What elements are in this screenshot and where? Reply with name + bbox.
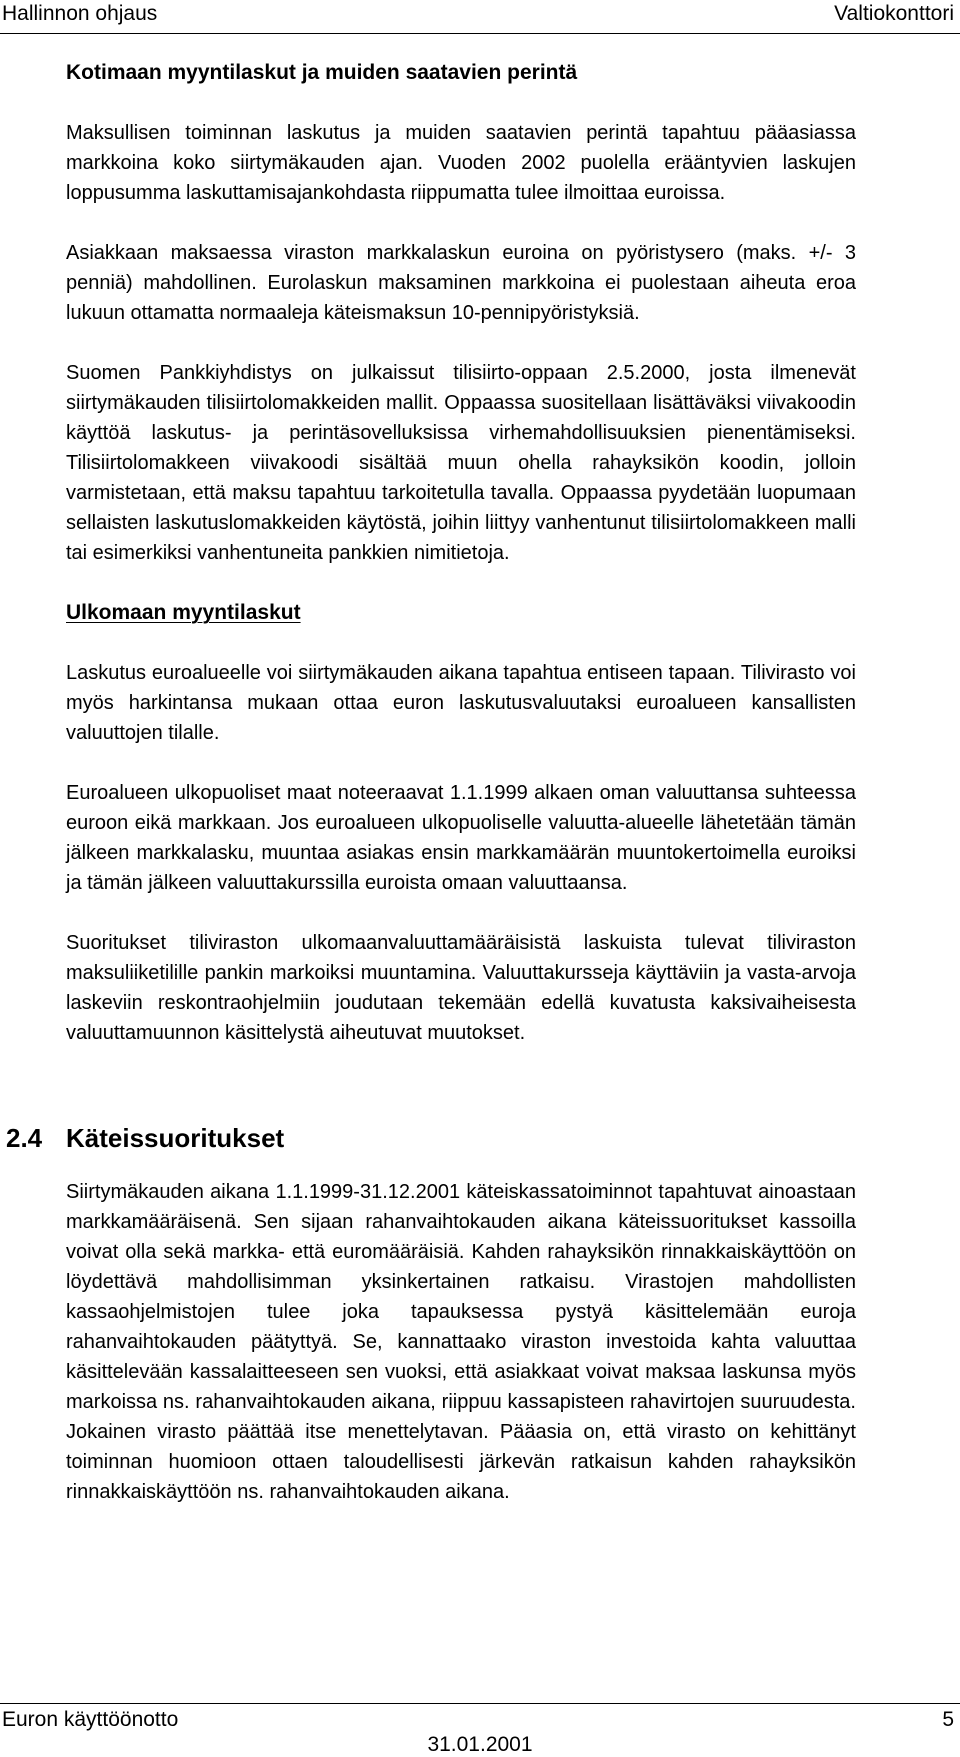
section-heading-domestic: Kotimaan myyntilaskut ja muiden saatavien perintä: [66, 61, 578, 84]
paragraph: Maksullisen toiminnan laskutus ja muiden saatavien perintä tapahtuu pääasiassa markkoina koko siirtymäkauden ajan. Vuoden 2002 puolella erääntyvien laskujen loppusumma laskuttamisajankohdasta riippumatta tulee ilmoittaa euroissa.: [66, 122, 856, 204]
paragraph: Euroalueen ulkopuoliset maat noteeraavat 1.1.1999 alkaen oman valuuttansa suhteessa euroon eikä markkaan. Jos euroalueen ulkopuoliselle valuutta-alueelle lähetetään tämän jälkeen markkalasku, muuntaa asiakas ensin markkamäärän muuntokertoimella euroiksi ja tämän jälkeen valuuttakurssilla euroista omaan valuuttaansa.: [66, 782, 856, 894]
header-right-text: Valtiokonttori: [834, 2, 954, 25]
page-content: [66, 58, 856, 1048]
footer-rule: [0, 1703, 960, 1704]
section-heading-foreign: Ulkomaan myyntilaskut: [66, 601, 301, 624]
footer-left-text: Euron käyttöönotto: [2, 1708, 179, 1731]
paragraph: Siirtymäkauden aikana 1.1.1999-31.12.2001 käteiskassatoiminnot tapahtuvat ainoastaan markkamääräisenä. Sen sijaan rahanvaihtokauden aikana käteissuoritukset kassoilla voivat olla sekä markka- että euromääräisiä. Kahden rahayksikön rinnakkaiskäyttöön on löydettävä mahdollisimman yksinkertainen ratkaisu. Virastojen mahdollisten kassaohjelmistojen tulee joka tapauksessa pystyä käsittelemään euroja rahanvaihtokauden päätyttyä. Se, kannattaako viraston investoida kahta valuuttaa käsittelevään kassalaitteeseen sen vuoksi, että asiakkaat voivat maksaa laskunsa myös markoissa ns. rahanvaihtokauden aikana, riippuu kassapisteen rahavirtojen suuruudesta. Jokainen virasto päättää itse menettelytavan. Pääasia on, että virasto on kehittänyt toiminnan huomioon ottaen taloudellisesti järkevän ratkaisun kahden rahayksikön rinnakkaiskäyttöön ns. rahanvaihtokauden aikana.: [66, 1181, 856, 1503]
paragraph: Suoritukset tiliviraston ulkomaanvaluuttamääräisistä laskuista tulevat tiliviraston maksuliiketilille pankin markoiksi muuntamina. Valuuttakursseja käyttäviin ja vasta-arvoja laskeviin reskontraohjelmiin joudutaan tekemään edellä kuvatusta kaksivaiheisesta valuuttamuunnon käsittelystä aiheutuvat muutokset.: [66, 932, 856, 1044]
page-header: [0, 0, 960, 40]
paragraph: Laskutus euroalueelle voi siirtymäkauden aikana tapahtua entiseen tapaan. Tilivirasto voi myös harkintansa mukaan ottaa euron laskutusvaluutaksi euroalueen kansallisten valuuttojen tilalle.: [66, 662, 856, 744]
header-rule: [0, 33, 960, 34]
page-number: 5: [942, 1708, 954, 1731]
paragraph: Suomen Pankkiyhdistys on julkaissut tilisiirto-oppaan 2.5.2000, josta ilmenevät siirtymäkauden tilisiirtolomakkeiden mallit. Oppaassa suositellaan lisättäväksi viivakoodin käyttöä laskutus- ja perintäsovelluksissa virhemahdollisuuksien pienentämiseksi. Tilisiirtolomakkeen viivakoodi sisältää muun ohella rahayksikön koodin, jolloin varmistetaan, että maksu tapahtuu tarkoitetulla tavalla. Oppaassa pyydetään luopumaan sellaisten laskutuslomakkeiden käytöstä, joihin liittyy vanhentunut tilisiirtolomakkeen malli tai esimerkiksi vanhentuneita pankkien nimitietoja.: [66, 362, 856, 564]
footer-date: 31.01.2001: [427, 1733, 533, 1756]
paragraph: Asiakkaan maksaessa viraston markkalaskun euroina on pyöristysero (maks. +/- 3 penniä) mahdollinen. Eurolaskun maksaminen markkoina ei puolestaan aiheuta eroa lukuun ottamatta normaaleja käteismaksun 10-pennipyöristyksiä.: [66, 242, 856, 324]
section-2-4-content: [66, 1177, 856, 1507]
header-left-text: Hallinnon ohjaus: [2, 2, 158, 25]
section-2-4-heading: [0, 1123, 960, 1157]
section-number: 2.4: [6, 1123, 43, 1153]
page-footer: [0, 1703, 960, 1756]
section-title: Käteissuoritukset: [66, 1123, 285, 1153]
